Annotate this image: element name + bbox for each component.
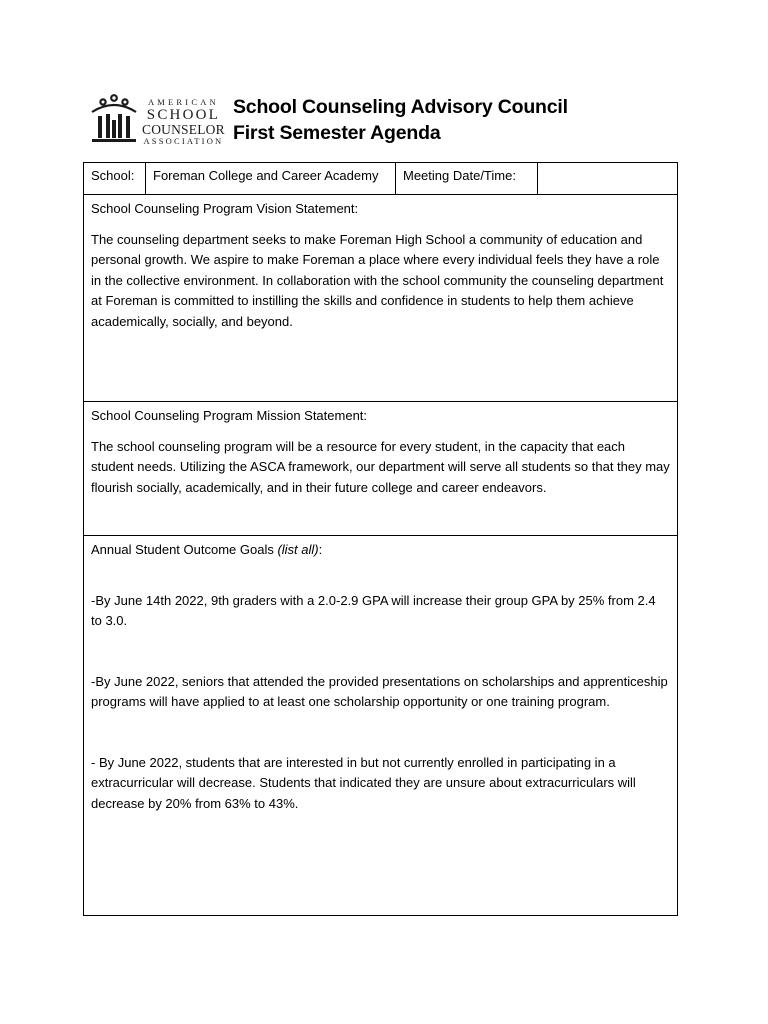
page-title	[233, 94, 568, 146]
title-line-2: First Semester Agenda	[233, 122, 441, 144]
vision-section	[84, 195, 677, 402]
logo-line-association: ASSOCIATION	[143, 136, 224, 146]
mission-text: The school counseling program will be a resource for every student, in the capacity that each student needs. Utilizing the ASCA framework, our department will serve all students so that they may flourish socially, academically, and in their future college and career endeavors.	[91, 438, 670, 495]
agenda-table	[83, 162, 678, 916]
title-line-1: School Counseling Advisory Council	[233, 96, 568, 118]
info-row	[84, 163, 677, 195]
meeting-datetime-value[interactable]	[538, 163, 677, 194]
meeting-datetime-label: Meeting Date/Time:	[396, 163, 538, 194]
vision-heading: School Counseling Program Vision Statement:	[91, 201, 359, 216]
asca-people-columns-icon	[88, 94, 140, 146]
asca-logo	[88, 92, 228, 148]
mission-heading: School Counseling Program Mission Statement:	[91, 408, 368, 423]
school-label: School:	[84, 163, 146, 194]
goal-item: -By June 2022, seniors that attended the provided presentations on scholarships and apprenticeship programs will have applied to at least one scholarship opportunity or one training program.	[91, 673, 668, 709]
document-header	[88, 92, 688, 152]
goals-section	[84, 536, 677, 915]
goals-heading-suffix: :	[318, 542, 323, 557]
goal-item: - By June 2022, students that are interested in but not currently enrolled in participating in a extracurricular will decrease. Students that indicated they are unsure about extracurriculars will decrease by 20% from 63% to 43%.	[91, 754, 636, 811]
goals-heading-text: Annual Student Outcome Goals	[91, 542, 278, 557]
logo-line-american: AMERICAN	[147, 97, 219, 107]
mission-section	[84, 402, 677, 536]
logo-wordmark	[142, 98, 225, 146]
school-value: Foreman College and Career Academy	[146, 163, 396, 194]
logo-line-school: SCHOOL	[146, 106, 221, 123]
goals-heading-italic: (list all)	[277, 542, 319, 557]
logo-line-counselor: COUNSELOR	[142, 121, 225, 137]
goals-heading	[91, 540, 670, 561]
goal-item: -By June 14th 2022, 9th graders with a 2.0-2.9 GPA will increase their group GPA by 25% from 2.4 to 3.0.	[91, 592, 656, 628]
vision-text: The counseling department seeks to make Foreman High School a community of education and personal growth. We aspire to make Foreman a place where every individual feels they have a role in the collective environment. In collaboration with the school community the counseling department at Foreman is committed to instilling the skills and confidence in students to help them achieve academically, socially, and beyond.	[91, 231, 664, 329]
